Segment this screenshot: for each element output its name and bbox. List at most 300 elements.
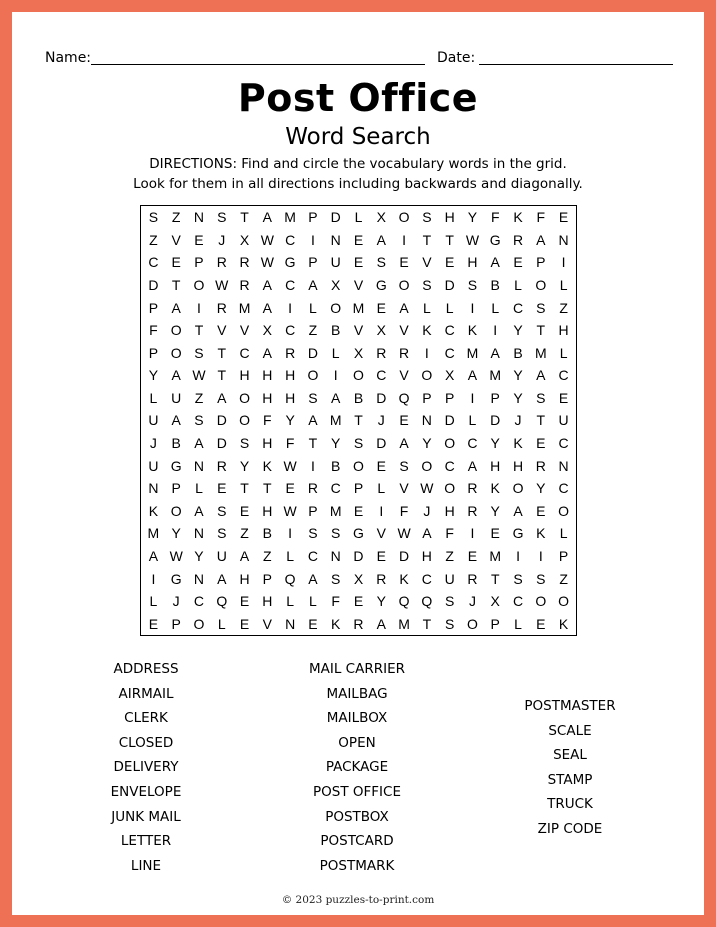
grid-cell[interactable]: I	[333, 367, 338, 384]
grid-cell[interactable]: L	[309, 299, 317, 316]
grid-cell[interactable]: E	[285, 480, 295, 497]
grid-cell[interactable]: C	[558, 435, 569, 452]
grid-cell[interactable]: Z	[263, 547, 272, 564]
grid-cell[interactable]: H	[444, 502, 455, 519]
grid-cell[interactable]: O	[398, 209, 410, 226]
grid-cell[interactable]: A	[376, 615, 386, 632]
grid-cell[interactable]: T	[445, 231, 454, 248]
grid-cell[interactable]: A	[194, 502, 204, 519]
grid-cell[interactable]: D	[330, 209, 341, 226]
grid-cell[interactable]: N	[193, 209, 205, 226]
grid-cell[interactable]: J	[468, 593, 476, 610]
grid-cell[interactable]: O	[444, 435, 456, 452]
grid-cell[interactable]: C	[444, 322, 455, 339]
grid-cell[interactable]: A	[308, 277, 318, 294]
grid-cell[interactable]: R	[216, 254, 227, 271]
grid-cell[interactable]: L	[559, 277, 568, 294]
grid-cell[interactable]: A	[194, 435, 204, 452]
grid-cell[interactable]: R	[239, 254, 250, 271]
grid-cell[interactable]: B	[331, 457, 341, 474]
grid-cell[interactable]: Z	[149, 231, 158, 248]
grid-cell[interactable]: R	[467, 480, 478, 497]
grid-cell[interactable]: R	[467, 570, 478, 587]
grid-cell[interactable]: Y	[171, 525, 181, 542]
date-field-line[interactable]	[479, 64, 673, 65]
grid-cell[interactable]: E	[536, 435, 546, 452]
grid-cell[interactable]: Y	[536, 480, 546, 497]
grid-cell[interactable]: M	[284, 209, 296, 226]
grid-cell[interactable]: I	[288, 525, 293, 542]
grid-cell[interactable]: Y	[490, 502, 500, 519]
grid-cell[interactable]: A	[148, 547, 159, 564]
grid-cell[interactable]: O	[307, 367, 319, 384]
grid-cell[interactable]: L	[286, 593, 295, 610]
grid-cell[interactable]: A	[376, 231, 386, 248]
grid-cell[interactable]: C	[444, 344, 455, 361]
grid-cell[interactable]: H	[262, 593, 273, 610]
grid-cell[interactable]: I	[516, 547, 520, 564]
grid-cell[interactable]: Y	[285, 412, 295, 429]
grid-cell[interactable]: C	[285, 322, 296, 339]
grid-cell[interactable]: C	[512, 593, 524, 610]
grid-cell[interactable]: I	[379, 502, 384, 519]
grid-cell[interactable]: A	[513, 502, 523, 519]
grid-cell[interactable]: S	[148, 209, 159, 226]
grid-cell[interactable]: F	[490, 209, 500, 226]
grid-cell[interactable]: E	[148, 615, 159, 632]
grid-cell[interactable]: X	[444, 367, 455, 384]
grid-cell[interactable]: S	[376, 254, 386, 271]
word-search-grid[interactable]	[140, 205, 577, 636]
grid-cell[interactable]: P	[490, 389, 500, 406]
grid-cell[interactable]: B	[490, 277, 500, 294]
grid-cell[interactable]: C	[285, 231, 296, 248]
grid-cell[interactable]: U	[171, 389, 182, 406]
grid-cell[interactable]: E	[490, 525, 500, 542]
grid-cell[interactable]: R	[307, 480, 318, 497]
grid-cell[interactable]: L	[559, 344, 568, 361]
grid-cell[interactable]: I	[310, 457, 315, 474]
grid-cell[interactable]: P	[353, 480, 364, 497]
grid-cell[interactable]: H	[467, 254, 478, 271]
grid-cell[interactable]: H	[490, 457, 501, 474]
grid-cell[interactable]: L	[491, 299, 500, 316]
grid-cell[interactable]: V	[353, 322, 364, 339]
grid-cell[interactable]: H	[558, 322, 569, 339]
grid-cell[interactable]: I	[470, 299, 475, 316]
grid-cell[interactable]: W	[169, 547, 183, 564]
grid-cell[interactable]: F	[399, 502, 409, 519]
grid-cell[interactable]: A	[536, 367, 546, 384]
grid-cell[interactable]: T	[308, 435, 318, 452]
grid-cell[interactable]: D	[307, 344, 318, 361]
grid-cell[interactable]: X	[376, 209, 386, 226]
grid-cell[interactable]: K	[148, 502, 159, 519]
grid-cell[interactable]: G	[375, 277, 387, 294]
grid-cell[interactable]: A	[262, 277, 272, 294]
grid-cell[interactable]: P	[444, 389, 455, 406]
grid-cell[interactable]: M	[329, 412, 342, 429]
grid-cell[interactable]: R	[216, 457, 227, 474]
grid-cell[interactable]: V	[171, 231, 181, 248]
grid-cell[interactable]: W	[397, 525, 411, 542]
grid-cell[interactable]: X	[262, 322, 272, 339]
grid-cell[interactable]: B	[171, 435, 181, 452]
grid-cell[interactable]: A	[331, 389, 341, 406]
grid-cell[interactable]: A	[536, 231, 546, 248]
grid-cell[interactable]: Y	[239, 457, 250, 474]
grid-cell[interactable]: S	[239, 435, 250, 452]
grid-cell[interactable]: D	[148, 277, 159, 294]
grid-cell[interactable]: S	[217, 525, 227, 542]
grid-cell[interactable]: L	[468, 412, 477, 429]
grid-cell[interactable]: A	[490, 344, 500, 361]
grid-cell[interactable]: C	[444, 457, 455, 474]
grid-cell[interactable]: R	[216, 299, 227, 316]
grid-cell[interactable]: E	[194, 231, 204, 248]
grid-cell[interactable]: H	[262, 389, 273, 406]
grid-cell[interactable]: U	[216, 547, 227, 564]
grid-cell[interactable]: L	[514, 277, 522, 294]
grid-cell[interactable]: K	[513, 435, 523, 452]
grid-cell[interactable]: E	[171, 254, 181, 271]
grid-cell[interactable]: Z	[445, 547, 454, 564]
grid-cell[interactable]: L	[195, 480, 203, 497]
grid-cell[interactable]: A	[490, 254, 500, 271]
grid-cell[interactable]: Y	[513, 367, 523, 384]
grid-cell[interactable]: Y	[467, 209, 478, 226]
grid-cell[interactable]: P	[194, 254, 204, 271]
grid-cell[interactable]: N	[330, 231, 341, 248]
grid-cell[interactable]: E	[239, 502, 250, 519]
grid-cell[interactable]: O	[193, 277, 205, 294]
grid-cell[interactable]: E	[558, 389, 569, 406]
grid-cell[interactable]: O	[353, 457, 364, 474]
grid-cell[interactable]: O	[512, 480, 524, 497]
grid-cell[interactable]: S	[331, 570, 341, 587]
grid-cell[interactable]: K	[490, 480, 500, 497]
grid-cell[interactable]: Q	[421, 593, 433, 610]
grid-cell[interactable]: E	[239, 593, 250, 610]
grid-cell[interactable]: C	[148, 254, 159, 271]
grid-cell[interactable]: E	[376, 299, 386, 316]
grid-cell[interactable]: R	[376, 344, 387, 361]
grid-cell[interactable]: B	[353, 389, 364, 406]
grid-cell[interactable]: M	[466, 344, 479, 361]
grid-cell[interactable]: A	[467, 457, 478, 474]
grid-cell[interactable]: S	[194, 344, 204, 361]
grid-cell[interactable]: M	[534, 344, 547, 361]
grid-cell[interactable]: A	[262, 299, 272, 316]
grid-cell[interactable]: E	[353, 231, 364, 248]
grid-cell[interactable]: S	[422, 209, 432, 226]
grid-cell[interactable]: C	[421, 570, 432, 587]
grid-cell[interactable]: U	[148, 412, 159, 429]
grid-cell[interactable]: H	[262, 367, 273, 384]
grid-cell[interactable]: Y	[148, 367, 159, 384]
grid-cell[interactable]: E	[353, 593, 364, 610]
grid-cell[interactable]: D	[376, 435, 387, 452]
grid-cell[interactable]: K	[513, 209, 523, 226]
grid-cell[interactable]: A	[239, 547, 250, 564]
grid-cell[interactable]: L	[149, 389, 158, 406]
grid-cell[interactable]: N	[285, 615, 296, 632]
grid-cell[interactable]: S	[513, 570, 523, 587]
grid-cell[interactable]: T	[536, 412, 546, 429]
grid-cell[interactable]: O	[353, 367, 364, 384]
grid-cell[interactable]: I	[151, 570, 156, 587]
grid-cell[interactable]: S	[422, 277, 432, 294]
grid-cell[interactable]: Z	[559, 299, 568, 316]
grid-cell[interactable]: N	[421, 412, 432, 429]
grid-cell[interactable]: B	[513, 344, 523, 361]
grid-cell[interactable]: I	[470, 389, 475, 406]
grid-cell[interactable]: K	[262, 457, 272, 474]
grid-cell[interactable]: G	[353, 525, 364, 542]
grid-cell[interactable]: D	[353, 547, 364, 564]
grid-cell[interactable]: R	[353, 615, 364, 632]
grid-cell[interactable]: J	[423, 502, 431, 519]
grid-cell[interactable]: S	[308, 525, 318, 542]
grid-cell[interactable]: A	[217, 389, 227, 406]
grid-cell[interactable]: G	[489, 231, 501, 248]
grid-cell[interactable]: I	[538, 547, 543, 564]
grid-cell[interactable]: O	[239, 389, 250, 406]
grid-cell[interactable]: O	[193, 615, 205, 632]
grid-cell[interactable]: L	[514, 615, 522, 632]
grid-cell[interactable]: S	[399, 457, 409, 474]
grid-cell[interactable]: C	[558, 367, 569, 384]
grid-cell[interactable]: L	[286, 547, 295, 564]
grid-cell[interactable]: M	[398, 615, 410, 632]
grid-cell[interactable]: H	[262, 502, 273, 519]
grid-cell[interactable]: D	[376, 389, 387, 406]
grid-cell[interactable]: H	[239, 367, 250, 384]
grid-cell[interactable]: Z	[559, 570, 568, 587]
grid-cell[interactable]: T	[263, 480, 272, 497]
grid-cell[interactable]: T	[490, 570, 500, 587]
grid-cell[interactable]: U	[558, 412, 569, 429]
grid-cell[interactable]: P	[308, 502, 318, 519]
grid-cell[interactable]: V	[399, 480, 409, 497]
grid-cell[interactable]: W	[283, 502, 297, 519]
grid-cell[interactable]: N	[330, 547, 341, 564]
grid-cell[interactable]: S	[444, 615, 455, 632]
grid-cell[interactable]: U	[148, 457, 159, 474]
grid-cell[interactable]: W	[420, 480, 434, 497]
grid-cell[interactable]: O	[170, 344, 182, 361]
grid-cell[interactable]: L	[354, 209, 363, 226]
grid-cell[interactable]: T	[171, 277, 181, 294]
grid-cell[interactable]: P	[262, 570, 272, 587]
grid-cell[interactable]: P	[558, 547, 569, 564]
grid-cell[interactable]: P	[536, 254, 546, 271]
grid-cell[interactable]: S	[194, 412, 204, 429]
grid-cell[interactable]: U	[444, 570, 455, 587]
grid-cell[interactable]: A	[467, 367, 478, 384]
grid-cell[interactable]: Y	[331, 435, 341, 452]
grid-cell[interactable]: F	[149, 322, 158, 339]
grid-cell[interactable]: E	[399, 254, 409, 271]
grid-cell[interactable]: S	[331, 525, 341, 542]
grid-cell[interactable]: B	[331, 322, 341, 339]
grid-cell[interactable]: L	[559, 525, 568, 542]
grid-cell[interactable]: S	[308, 389, 318, 406]
grid-cell[interactable]: P	[308, 254, 318, 271]
grid-cell[interactable]: A	[399, 435, 409, 452]
grid-cell[interactable]: X	[490, 593, 500, 610]
grid-cell[interactable]: C	[376, 367, 387, 384]
grid-cell[interactable]: N	[193, 525, 205, 542]
grid-cell[interactable]: E	[513, 254, 523, 271]
grid-cell[interactable]: I	[470, 525, 475, 542]
grid-cell[interactable]: L	[149, 593, 158, 610]
grid-cell[interactable]: A	[308, 570, 318, 587]
grid-cell[interactable]: I	[197, 299, 201, 316]
grid-cell[interactable]: Y	[513, 322, 523, 339]
grid-cell[interactable]: D	[444, 412, 455, 429]
grid-cell[interactable]: E	[239, 615, 250, 632]
grid-cell[interactable]: C	[239, 344, 250, 361]
grid-cell[interactable]: M	[489, 367, 502, 384]
grid-cell[interactable]: I	[288, 299, 293, 316]
grid-cell[interactable]: P	[148, 344, 159, 361]
grid-cell[interactable]: C	[307, 547, 318, 564]
grid-cell[interactable]: V	[399, 322, 409, 339]
grid-cell[interactable]: A	[262, 344, 272, 361]
grid-cell[interactable]: O	[535, 593, 547, 610]
grid-cell[interactable]: V	[239, 322, 250, 339]
grid-cell[interactable]: J	[149, 435, 157, 452]
grid-cell[interactable]: A	[262, 209, 272, 226]
grid-cell[interactable]: X	[376, 322, 386, 339]
grid-cell[interactable]: M	[329, 502, 342, 519]
grid-cell[interactable]: C	[558, 480, 569, 497]
grid-cell[interactable]: M	[238, 299, 251, 316]
grid-cell[interactable]: P	[171, 615, 181, 632]
grid-cell[interactable]: N	[558, 231, 569, 248]
grid-cell[interactable]: M	[352, 299, 365, 316]
grid-cell[interactable]: H	[262, 435, 273, 452]
grid-cell[interactable]: P	[171, 480, 181, 497]
grid-cell[interactable]: D	[216, 435, 227, 452]
grid-cell[interactable]: P	[308, 209, 318, 226]
grid-cell[interactable]: Y	[376, 593, 386, 610]
grid-cell[interactable]: O	[444, 480, 456, 497]
grid-cell[interactable]: T	[217, 367, 227, 384]
grid-cell[interactable]: T	[240, 480, 249, 497]
grid-cell[interactable]: L	[422, 299, 431, 316]
grid-cell[interactable]: G	[170, 457, 182, 474]
grid-cell[interactable]: J	[514, 412, 522, 429]
grid-cell[interactable]: Z	[240, 525, 249, 542]
grid-cell[interactable]: O	[558, 502, 570, 519]
grid-cell[interactable]: L	[309, 593, 317, 610]
grid-cell[interactable]: N	[193, 457, 205, 474]
grid-cell[interactable]: I	[561, 254, 566, 271]
grid-cell[interactable]: O	[398, 277, 410, 294]
grid-cell[interactable]: Y	[194, 547, 204, 564]
grid-cell[interactable]: R	[285, 344, 296, 361]
grid-cell[interactable]: K	[558, 615, 569, 632]
grid-cell[interactable]: O	[558, 593, 570, 610]
grid-cell[interactable]: V	[422, 254, 432, 271]
grid-cell[interactable]: S	[536, 389, 546, 406]
grid-cell[interactable]: C	[512, 299, 524, 316]
grid-cell[interactable]: Z	[308, 322, 318, 339]
grid-cell[interactable]: A	[399, 299, 409, 316]
grid-cell[interactable]: Y	[490, 435, 500, 452]
grid-cell[interactable]: N	[148, 480, 159, 497]
grid-cell[interactable]: T	[422, 615, 432, 632]
grid-cell[interactable]: L	[445, 299, 454, 316]
grid-cell[interactable]: I	[310, 231, 315, 248]
grid-cell[interactable]: Y	[513, 389, 523, 406]
grid-cell[interactable]: F	[445, 525, 454, 542]
grid-cell[interactable]: J	[172, 593, 180, 610]
grid-cell[interactable]: O	[239, 412, 250, 429]
grid-cell[interactable]: W	[260, 254, 274, 271]
grid-cell[interactable]: T	[422, 231, 432, 248]
grid-cell[interactable]: I	[402, 231, 407, 248]
grid-cell[interactable]: O	[170, 502, 182, 519]
grid-cell[interactable]: X	[331, 277, 341, 294]
grid-cell[interactable]: E	[558, 209, 569, 226]
grid-cell[interactable]: H	[239, 570, 250, 587]
grid-cell[interactable]: Z	[171, 209, 181, 226]
grid-cell[interactable]: Q	[216, 593, 228, 610]
grid-cell[interactable]: G	[284, 254, 296, 271]
grid-cell[interactable]: S	[217, 209, 227, 226]
grid-cell[interactable]: N	[558, 457, 569, 474]
grid-cell[interactable]: H	[285, 389, 296, 406]
grid-cell[interactable]: Z	[194, 389, 204, 406]
grid-cell[interactable]: W	[465, 231, 480, 248]
grid-cell[interactable]: A	[422, 525, 432, 542]
grid-cell[interactable]: R	[512, 231, 524, 248]
grid-cell[interactable]: C	[330, 480, 341, 497]
grid-cell[interactable]: E	[399, 412, 409, 429]
grid-cell[interactable]: T	[217, 344, 227, 361]
grid-cell[interactable]: X	[239, 231, 250, 248]
grid-cell[interactable]: C	[193, 593, 205, 610]
grid-cell[interactable]: R	[399, 344, 410, 361]
grid-cell[interactable]: E	[353, 502, 364, 519]
grid-cell[interactable]: A	[171, 299, 181, 316]
grid-cell[interactable]: R	[535, 457, 546, 474]
grid-cell[interactable]: F	[285, 435, 295, 452]
grid-cell[interactable]: Q	[398, 389, 410, 406]
grid-cell[interactable]: L	[377, 480, 386, 497]
grid-cell[interactable]: H	[285, 367, 296, 384]
grid-cell[interactable]: W	[283, 457, 297, 474]
grid-cell[interactable]: O	[421, 367, 433, 384]
grid-cell[interactable]: T	[536, 322, 546, 339]
grid-cell[interactable]: F	[331, 593, 340, 610]
grid-cell[interactable]: X	[353, 344, 364, 361]
grid-cell[interactable]: N	[193, 570, 205, 587]
grid-cell[interactable]: E	[376, 457, 386, 474]
grid-cell[interactable]: C	[285, 277, 296, 294]
grid-cell[interactable]: I	[493, 322, 498, 339]
grid-cell[interactable]: P	[422, 389, 432, 406]
grid-cell[interactable]: E	[376, 547, 386, 564]
grid-cell[interactable]: E	[536, 615, 546, 632]
grid-cell[interactable]: M	[489, 547, 502, 564]
grid-cell[interactable]: A	[217, 570, 227, 587]
grid-cell[interactable]: O	[535, 277, 547, 294]
grid-cell[interactable]: P	[148, 299, 159, 316]
